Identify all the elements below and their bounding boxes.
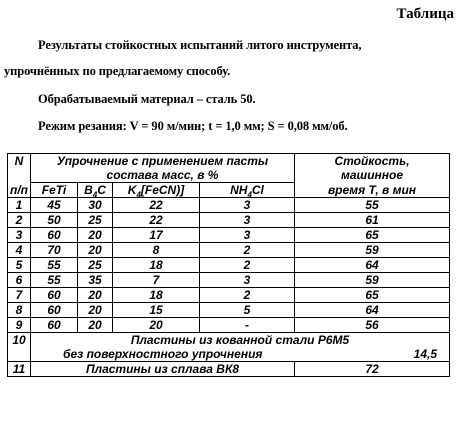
cell-b4c: 20 [78,243,113,258]
cell-feti: 55 [31,258,78,273]
table-row [8,288,450,303]
header-b4c: $B_4C$ [78,183,113,198]
cell-durability: 59 [295,243,450,258]
results-title-line-2: упрочнённых по предлагаемому способу. [4,64,231,78]
cell-k4fecn: 22 [113,213,200,228]
row-number: 8 [8,303,31,318]
row-number: 9 [8,318,31,333]
cell-feti: 55 [31,273,78,288]
header-group-title: Упрочнение с применением пасты [31,154,295,169]
cell-feti: 60 [31,318,78,333]
table-row-10 [8,333,450,348]
header-durability-2: машинное [295,168,450,183]
cell-b4c: 30 [78,198,113,213]
cell-feti: 45 [31,198,78,213]
results-title-line-1: Результаты стойкостных испытаний литого инструмента, [38,38,362,52]
row-number: 1 [8,198,31,213]
cell-k4fecn: 15 [113,303,200,318]
table-row [8,198,450,213]
row10-description: Пластины из кованной стали Р6М5 [31,333,450,348]
row-number: 6 [8,273,31,288]
cell-durability: 65 [295,228,450,243]
row-number-blank [8,347,31,362]
row-number: 10 [8,333,31,348]
header-row-3 [8,183,450,198]
header-n: N [8,154,31,169]
row-number: 7 [8,288,31,303]
cell-nh4cl: 5 [200,303,295,318]
cell-nh4cl: 3 [200,228,295,243]
material-line: Обрабатываемый материал – сталь 50. [38,92,256,106]
cell-nh4cl: - [200,318,295,333]
results-table [7,153,450,377]
cell-nh4cl: 3 [200,198,295,213]
cell-k4fecn: 18 [113,258,200,273]
cell-b4c: 20 [78,288,113,303]
row10-subdescription: без поверхностного упрочнения [31,347,295,362]
header-pp: п/п [8,183,31,198]
row-number: 11 [8,362,31,377]
cell-k4fecn: 20 [113,318,200,333]
header-feti: FeTi [31,183,78,198]
cell-nh4cl: 3 [200,213,295,228]
cell-durability: 59 [295,273,450,288]
cell-k4fecn: 8 [113,243,200,258]
row10-durability: 14,5 [295,347,450,362]
cell-b4c: 20 [78,318,113,333]
cell-feti: 60 [31,303,78,318]
cell-k4fecn: 7 [113,273,200,288]
cell-b4c: 20 [78,303,113,318]
header-n-blank [8,168,31,183]
cell-b4c: 20 [78,228,113,243]
cell-k4fecn: 22 [113,198,200,213]
table-row [8,213,450,228]
table-row [8,228,450,243]
cell-k4fecn: 17 [113,228,200,243]
cell-durability: 56 [295,318,450,333]
header-row-1 [8,154,450,169]
header-durability-1: Стойкость, [295,154,450,169]
table-row [8,318,450,333]
row11-description: Пластины из сплава ВК8 [31,362,295,377]
cell-feti: 60 [31,228,78,243]
row-number: 4 [8,243,31,258]
header-durability-3: время Т, в мин [295,183,450,198]
cell-durability: 55 [295,198,450,213]
cell-feti: 70 [31,243,78,258]
header-group-subtitle: состава масс, в % [31,168,295,183]
cell-feti: 60 [31,288,78,303]
cell-durability: 65 [295,288,450,303]
table-row [8,243,450,258]
table-row [8,273,450,288]
table-caption: Таблица [396,6,454,22]
cutting-mode-line: Режим резания: V = 90 м/мин; t = 1,0 мм; S = 0,08 мм/об. [38,119,348,133]
header-k4fecn: $K_4[FeCN)$] [113,183,200,198]
cell-k4fecn: 18 [113,288,200,303]
cell-nh4cl: 2 [200,258,295,273]
cell-durability: 61 [295,213,450,228]
row-number: 5 [8,258,31,273]
cell-b4c: 25 [78,258,113,273]
row-number: 3 [8,228,31,243]
cell-feti: 50 [31,213,78,228]
cell-durability: 64 [295,303,450,318]
row-number: 2 [8,213,31,228]
table-row [8,303,450,318]
table-row-11 [8,362,450,377]
cell-nh4cl: 2 [200,243,295,258]
table-row-10b [8,347,450,362]
cell-nh4cl: 3 [200,273,295,288]
header-nh4cl: $NH_4Cl$ [200,183,295,198]
cell-nh4cl: 2 [200,288,295,303]
cell-durability: 64 [295,258,450,273]
cell-b4c: 25 [78,213,113,228]
cell-b4c: 35 [78,273,113,288]
header-row-2 [8,168,450,183]
row11-durability: 72 [295,362,450,377]
table-row [8,258,450,273]
